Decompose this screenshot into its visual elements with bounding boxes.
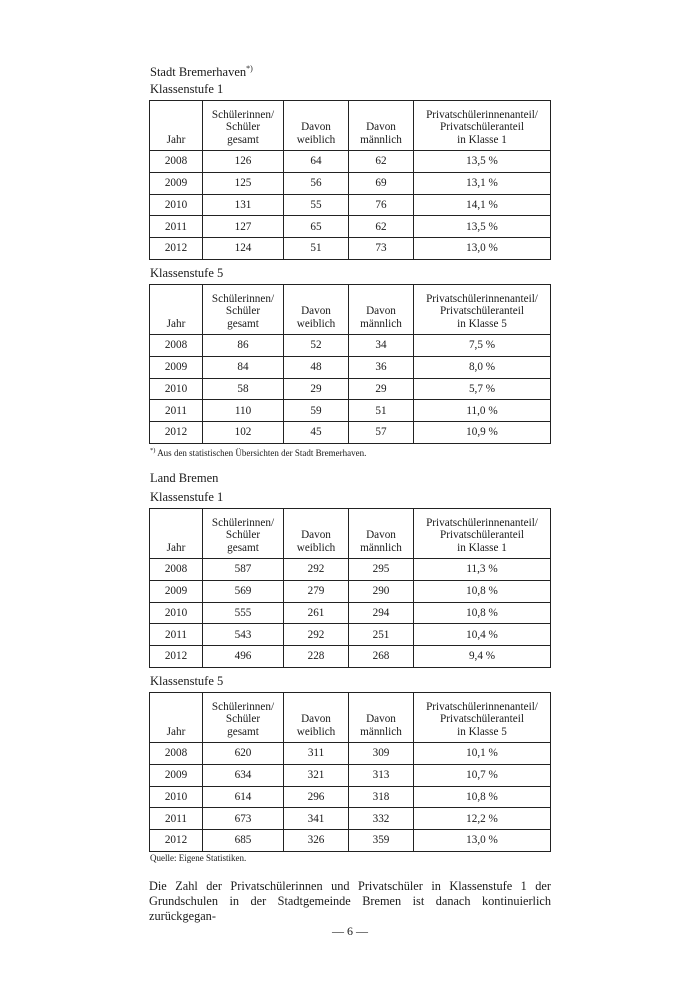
table-cell: 2010	[150, 194, 203, 216]
table-title-bremerhaven-k1: Klassenstufe 1	[150, 82, 224, 96]
column-header: Privatschülerinnenanteil/ Privatschüleranteil in Klasse 5	[414, 693, 551, 743]
column-header: Davon weiblich	[284, 509, 349, 559]
footnote-text: Aus den statistischen Übersichten der Stadt Bremerhaven.	[157, 448, 367, 458]
table-cell: 59	[284, 400, 349, 422]
table-cell: 76	[349, 194, 414, 216]
table-cell: 673	[203, 808, 284, 830]
table-cell: 2011	[150, 400, 203, 422]
column-header: Davon männlich	[349, 285, 414, 335]
column-header: Davon weiblich	[284, 101, 349, 151]
table-cell: 10,7 %	[414, 764, 551, 786]
table-cell: 13,5 %	[414, 151, 551, 173]
table-cell: 69	[349, 172, 414, 194]
table-cell: 73	[349, 238, 414, 260]
footnote-marker: *)	[150, 447, 156, 454]
table-row	[150, 646, 551, 668]
table-cell: 34	[349, 335, 414, 357]
table-cell: 543	[203, 624, 284, 646]
column-header: Jahr	[150, 285, 203, 335]
table-cell: 555	[203, 602, 284, 624]
table-title-bremerhaven-k5: Klassenstufe 5	[150, 266, 224, 280]
table-cell: 126	[203, 151, 284, 173]
table-cell: 51	[349, 400, 414, 422]
table-cell: 86	[203, 335, 284, 357]
column-header: Schülerinnen/ Schüler gesamt	[203, 509, 284, 559]
header-row	[150, 509, 551, 559]
table-cell: 9,4 %	[414, 646, 551, 668]
table-cell: 52	[284, 335, 349, 357]
table-cell: 62	[349, 216, 414, 238]
column-header: Davon männlich	[349, 509, 414, 559]
table-cell: 2011	[150, 808, 203, 830]
table-cell: 64	[284, 151, 349, 173]
table-cell: 55	[284, 194, 349, 216]
table-row	[150, 580, 551, 602]
table-row	[150, 830, 551, 852]
table-cell: 228	[284, 646, 349, 668]
table-bremerhaven-k1	[149, 100, 551, 260]
table-cell: 62	[349, 151, 414, 173]
table-cell: 45	[284, 422, 349, 444]
table-cell: 13,1 %	[414, 172, 551, 194]
table-cell: 2008	[150, 559, 203, 581]
table-cell: 56	[284, 172, 349, 194]
table-cell: 11,0 %	[414, 400, 551, 422]
table-cell: 10,4 %	[414, 624, 551, 646]
column-header: Privatschülerinnenanteil/ Privatschüleranteil in Klasse 1	[414, 509, 551, 559]
table-row	[150, 238, 551, 260]
source-note: Quelle: Eigene Statistiken.	[150, 853, 247, 863]
table-row	[150, 151, 551, 173]
table-cell: 309	[349, 743, 414, 765]
table-cell: 2011	[150, 624, 203, 646]
table-cell: 13,0 %	[414, 830, 551, 852]
table-cell: 131	[203, 194, 284, 216]
column-header: Schülerinnen/ Schüler gesamt	[203, 101, 284, 151]
table-cell: 7,5 %	[414, 335, 551, 357]
table-cell: 36	[349, 356, 414, 378]
table-cell: 10,8 %	[414, 580, 551, 602]
table-row	[150, 194, 551, 216]
table-cell: 110	[203, 400, 284, 422]
table-cell: 2008	[150, 743, 203, 765]
table-row	[150, 559, 551, 581]
table-cell: 295	[349, 559, 414, 581]
table-cell: 2011	[150, 216, 203, 238]
table-bremerhaven-k5	[149, 284, 551, 444]
table-cell: 292	[284, 624, 349, 646]
column-header: Schülerinnen/ Schüler gesamt	[203, 693, 284, 743]
table-cell: 2008	[150, 151, 203, 173]
table-cell: 12,2 %	[414, 808, 551, 830]
table-row	[150, 356, 551, 378]
table-cell: 127	[203, 216, 284, 238]
table-cell: 29	[349, 378, 414, 400]
table-cell: 13,0 %	[414, 238, 551, 260]
table-cell: 332	[349, 808, 414, 830]
region-name: Stadt Bremerhaven	[150, 65, 247, 80]
table-cell: 125	[203, 172, 284, 194]
section-title-land-bremen: Land Bremen	[150, 471, 219, 485]
table-cell: 261	[284, 602, 349, 624]
table-row	[150, 400, 551, 422]
table-cell: 2012	[150, 830, 203, 852]
column-header: Davon weiblich	[284, 285, 349, 335]
column-header: Privatschülerinnenanteil/ Privatschüleranteil in Klasse 5	[414, 285, 551, 335]
table-row	[150, 216, 551, 238]
table-row	[150, 602, 551, 624]
table-title-bremen-k1: Klassenstufe 1	[150, 490, 224, 504]
column-header: Davon männlich	[349, 101, 414, 151]
table-cell: 2009	[150, 580, 203, 602]
table-row	[150, 624, 551, 646]
table-cell: 13,5 %	[414, 216, 551, 238]
column-header: Jahr	[150, 101, 203, 151]
table-cell: 48	[284, 356, 349, 378]
table-cell: 251	[349, 624, 414, 646]
table-cell: 2008	[150, 335, 203, 357]
table-row	[150, 786, 551, 808]
table-cell: 279	[284, 580, 349, 602]
table-cell: 614	[203, 786, 284, 808]
table-cell: 2012	[150, 238, 203, 260]
column-header: Davon männlich	[349, 693, 414, 743]
table-cell: 685	[203, 830, 284, 852]
table-cell: 2010	[150, 786, 203, 808]
table-row	[150, 808, 551, 830]
table-cell: 2009	[150, 172, 203, 194]
table-cell: 58	[203, 378, 284, 400]
table-cell: 294	[349, 602, 414, 624]
footnote-bremerhaven	[150, 445, 366, 459]
table-cell: 2009	[150, 356, 203, 378]
table-cell: 29	[284, 378, 349, 400]
table-cell: 496	[203, 646, 284, 668]
table-cell: 65	[284, 216, 349, 238]
table-title-bremen-k5: Klassenstufe 5	[150, 674, 224, 688]
table-cell: 313	[349, 764, 414, 786]
header-row	[150, 101, 551, 151]
table-cell: 2009	[150, 764, 203, 786]
column-header: Jahr	[150, 509, 203, 559]
table-row	[150, 743, 551, 765]
table-cell: 587	[203, 559, 284, 581]
body-paragraph: Die Zahl der Privatschülerinnen und Privatschüler in Klassenstufe 1 der Grundschulen in der Stadtgemeinde Bremen ist danach kontinuierlich zurückgegan-	[149, 879, 551, 923]
table-row	[150, 378, 551, 400]
table-cell: 569	[203, 580, 284, 602]
page-number: — 6 —	[332, 924, 368, 938]
column-header: Schülerinnen/ Schüler gesamt	[203, 285, 284, 335]
table-cell: 620	[203, 743, 284, 765]
table-cell: 10,9 %	[414, 422, 551, 444]
table-cell: 10,8 %	[414, 786, 551, 808]
table-row	[150, 335, 551, 357]
table-cell: 318	[349, 786, 414, 808]
table-cell: 2010	[150, 378, 203, 400]
table-cell: 296	[284, 786, 349, 808]
table-cell: 5,7 %	[414, 378, 551, 400]
column-header: Davon weiblich	[284, 693, 349, 743]
table-cell: 10,1 %	[414, 743, 551, 765]
header-row	[150, 285, 551, 335]
table-cell: 2010	[150, 602, 203, 624]
table-cell: 290	[349, 580, 414, 602]
table-cell: 359	[349, 830, 414, 852]
table-cell: 10,8 %	[414, 602, 551, 624]
table-cell: 14,1 %	[414, 194, 551, 216]
table-cell: 326	[284, 830, 349, 852]
column-header: Privatschülerinnenanteil/ Privatschüleranteil in Klasse 1	[414, 101, 551, 151]
table-cell: 11,3 %	[414, 559, 551, 581]
table-cell: 51	[284, 238, 349, 260]
table-cell: 2012	[150, 422, 203, 444]
footnote-marker: *)	[246, 64, 253, 73]
table-bremen-k5	[149, 692, 551, 852]
column-header: Jahr	[150, 693, 203, 743]
table-bremen-k1	[149, 508, 551, 668]
table-cell: 2012	[150, 646, 203, 668]
table-cell: 57	[349, 422, 414, 444]
table-row	[150, 172, 551, 194]
section-title-bremerhaven	[150, 61, 253, 80]
table-cell: 321	[284, 764, 349, 786]
table-cell: 84	[203, 356, 284, 378]
table-cell: 268	[349, 646, 414, 668]
table-cell: 292	[284, 559, 349, 581]
table-cell: 124	[203, 238, 284, 260]
table-row	[150, 764, 551, 786]
table-row	[150, 422, 551, 444]
table-cell: 311	[284, 743, 349, 765]
table-cell: 8,0 %	[414, 356, 551, 378]
table-cell: 102	[203, 422, 284, 444]
table-cell: 634	[203, 764, 284, 786]
table-cell: 341	[284, 808, 349, 830]
header-row	[150, 693, 551, 743]
